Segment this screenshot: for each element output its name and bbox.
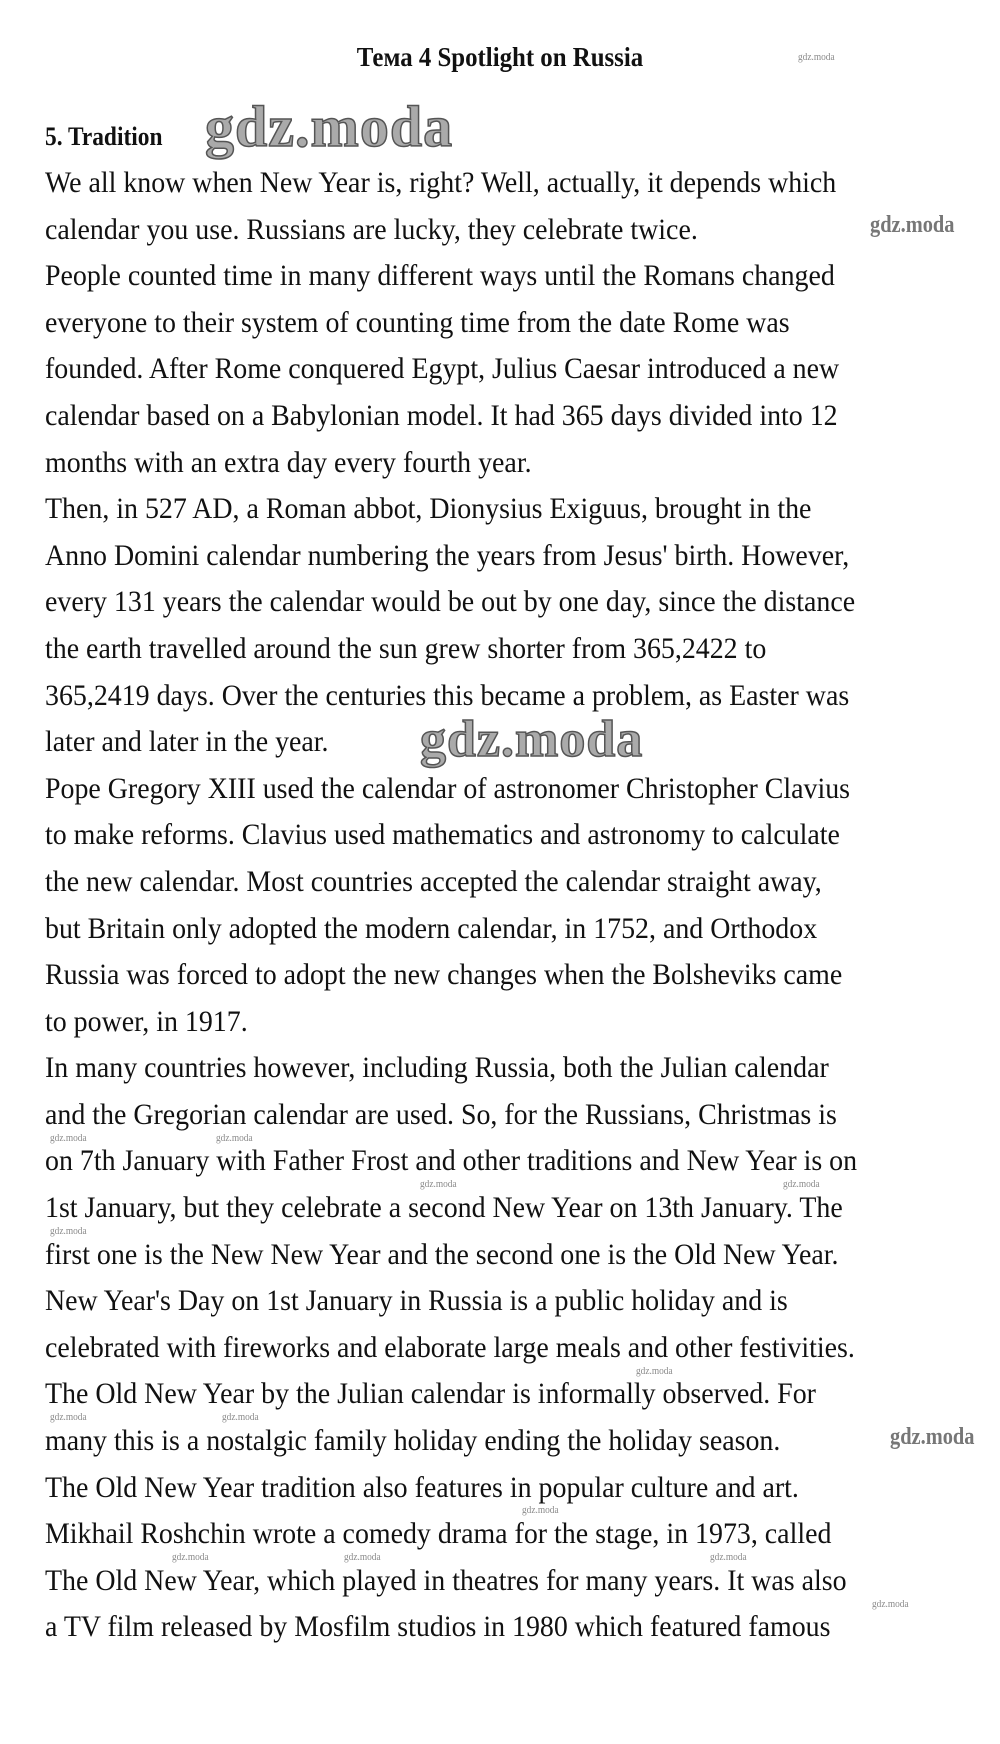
watermark: gdz.moda (710, 1551, 747, 1563)
text-line: on 7th January with Father Frost and other traditions and New Year is on (45, 1144, 858, 1178)
watermark: gdz.moda (222, 1411, 259, 1423)
text-line: Russia was forced to adopt the new changes when the Bolsheviks came (45, 958, 843, 992)
text-line: calendar based on a Babylonian model. It had 365 days divided into 12 (45, 398, 838, 432)
page-title: Тема 4 Spotlight on Russia (356, 42, 644, 72)
text-line: a TV film released by Mosfilm studios in 1980 which featured famous (45, 1610, 831, 1644)
text-line: People counted time in many different ways until the Romans changed (45, 259, 835, 293)
text-line: first one is the New New Year and the second one is the Old New Year. (45, 1237, 839, 1271)
watermark: gdz.moda (420, 1178, 457, 1190)
text-line: The Old New Year tradition also features in popular culture and art. (45, 1470, 799, 1504)
text-line: later and later in the year. (45, 725, 329, 759)
watermark: gdz.moda (50, 1132, 87, 1144)
text-line: 1st January, but they celebrate a second New Year on 13th January. The (45, 1191, 843, 1225)
text-line: We all know when New Year is, right? Well, actually, it depends which (45, 166, 837, 199)
text-line: to power, in 1917. (45, 1004, 248, 1038)
text-line: the new calendar. Most countries accepted the calendar straight away, (45, 864, 822, 898)
article-body (45, 160, 918, 1651)
text-line: many this is a nostalgic family holiday ending the holiday season. (45, 1424, 781, 1458)
text-line: Then, in 527 AD, a Roman abbot, Dionysius Exiguus, brought in the (45, 492, 812, 526)
watermark: gdz.moda (50, 1225, 87, 1237)
text-line: but Britain only adopted the modern calendar, in 1752, and Orthodox (45, 911, 818, 945)
text-line: to make reforms. Clavius used mathematics and astronomy to calculate (45, 818, 840, 852)
watermark: gdz.moda (636, 1365, 673, 1377)
watermark: gdz.moda (216, 1132, 253, 1144)
section-heading: 5. Tradition (45, 122, 163, 151)
text-line: calendar you use. Russians are lucky, they celebrate twice. (45, 212, 698, 246)
watermark: gdz.moda (522, 1504, 559, 1516)
text-line: New Year's Day on 1st January in Russia is a public holiday and is (45, 1284, 788, 1318)
text-line: the earth travelled around the sun grew shorter from 365,2422 to (45, 631, 767, 665)
text-line: every 131 years the calendar would be out by one day, since the distance (45, 585, 856, 619)
text-line: 365,2419 days. Over the centuries this became a problem, as Easter was (45, 678, 850, 712)
text-line: Mikhail Roshchin wrote a comedy drama for the stage, in 1973, called (45, 1517, 832, 1551)
watermark: gdz.moda (798, 51, 835, 63)
text-line: In many countries however, including Russia, both the Julian calendar (45, 1051, 829, 1085)
watermark: gdz.moda (344, 1551, 381, 1563)
text-line: The Old New Year by the Julian calendar is informally observed. For (45, 1377, 816, 1411)
watermark: gdz.moda (420, 711, 644, 768)
text-line: celebrated with fireworks and elaborate large meals and other festivities. (45, 1330, 855, 1364)
watermark: gdz.moda (783, 1178, 820, 1190)
text-line: The Old New Year, which played in theatres for many years. It was also (45, 1563, 847, 1597)
text-line: everyone to their system of counting time from the date Rome was (45, 305, 790, 339)
text-line: Anno Domini calendar numbering the years from Jesus' birth. However, (45, 538, 850, 572)
watermark: gdz.moda (50, 1411, 87, 1423)
text-line: months with an extra day every fourth year. (45, 445, 532, 479)
text-line: and the Gregorian calendar are used. So, for the Russians, Christmas is (45, 1097, 837, 1131)
watermark: gdz.moda (872, 1598, 909, 1610)
watermark: gdz.moda (890, 1424, 975, 1450)
text-line: founded. After Rome conquered Egypt, Julius Caesar introduced a new (45, 352, 840, 386)
text-line: Pope Gregory XIII used the calendar of astronomer Christopher Clavius (45, 771, 851, 805)
watermark: gdz.moda (172, 1551, 209, 1563)
watermark: gdz.moda (870, 212, 955, 238)
watermark: gdz.moda (205, 94, 454, 159)
